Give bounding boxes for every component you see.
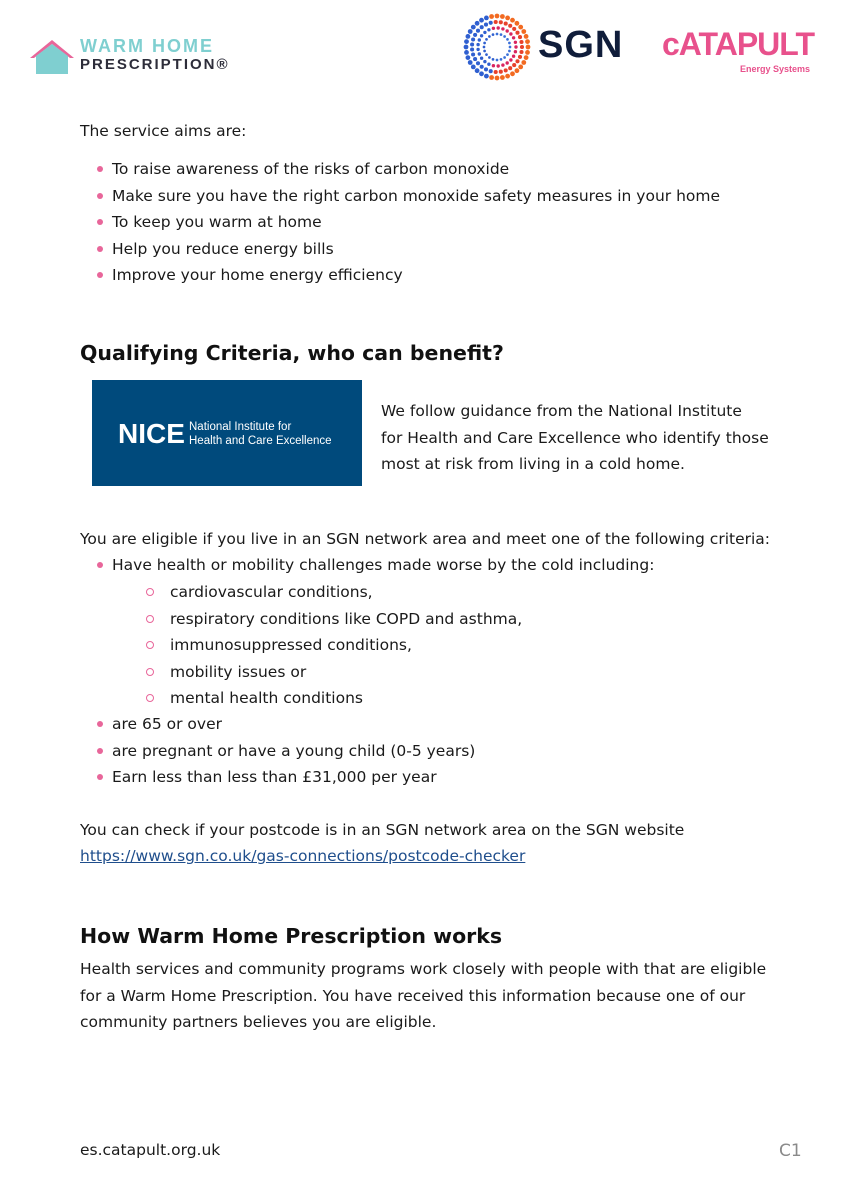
postcode-checker-link[interactable]: https://www.sgn.co.uk/gas-connections/postcode-checker — [80, 847, 526, 865]
eligible-intro: You are eligible if you live in an SGN network area and meet one of the following criteria: — [80, 530, 771, 548]
list-item: Improve your home energy efficiency — [80, 262, 720, 289]
sgn-logo — [462, 12, 632, 82]
bullet-icon — [97, 562, 103, 568]
list-item: respiratory conditions like COPD and asthma, — [80, 606, 522, 633]
list-item: To keep you warm at home — [80, 209, 720, 236]
hollow-bullet-icon — [146, 641, 154, 649]
logo-word-home: HOME — [152, 36, 215, 56]
list-item: Have health or mobility challenges made worse by the cold including: — [80, 552, 654, 579]
aims-intro: The service aims are: — [80, 122, 247, 140]
list-item: immunosuppressed conditions, — [80, 632, 522, 659]
list-item: are 65 or over — [80, 711, 475, 738]
how-body: Health services and community programs work closely with people with that are eligible for a Warm Home Prescription. You have received this information because one of our community partners believes you are eligible. — [80, 960, 767, 1031]
postcode-text: You can check if your postcode is in an SGN network area on the SGN website — [80, 821, 685, 839]
house-icon — [28, 38, 76, 76]
list-item: are pregnant or have a young child (0-5 years) — [80, 738, 475, 765]
logo-line-2: PRESCRIPTION® — [80, 56, 230, 73]
list-item: mobility issues or — [80, 659, 522, 686]
hollow-bullet-icon — [146, 694, 154, 702]
hollow-bullet-icon — [146, 615, 154, 623]
logo-line-1 — [80, 36, 214, 57]
bullet-icon — [97, 166, 103, 172]
list-item: To raise awareness of the risks of carbon monoxide — [80, 156, 720, 183]
how-heading: How Warm Home Prescription works — [80, 924, 503, 948]
bullet-icon — [97, 272, 103, 278]
nice-description: We follow guidance from the National Institute for Health and Care Excellence who identify those most at risk from living in a cold home. — [381, 402, 769, 473]
criteria-list — [80, 552, 654, 579]
nice-logo-word: NICE — [118, 418, 185, 449]
criteria-heading: Qualifying Criteria, who can benefit? — [80, 341, 504, 365]
criteria-sub-list — [80, 579, 522, 712]
bullet-icon — [97, 748, 103, 754]
nice-logo — [92, 380, 362, 486]
postcode-link-wrap — [80, 843, 525, 870]
footer-website: es.catapult.org.uk — [80, 1141, 221, 1159]
bullet-icon — [97, 193, 103, 199]
sgn-logo-text: SGN — [538, 24, 624, 66]
list-item: Help you reduce energy bills — [80, 236, 720, 263]
warm-home-prescription-logo — [28, 36, 243, 78]
bullet-icon — [97, 721, 103, 727]
list-item: cardiovascular conditions, — [80, 579, 522, 606]
nice-logo-name: National Institute for Health and Care Excellence — [189, 421, 332, 447]
catapult-logo-text: cATAPULT — [662, 26, 814, 62]
criteria-list-more — [80, 711, 475, 791]
logo-word-warm: WARM — [80, 36, 145, 56]
bullet-icon — [97, 246, 103, 252]
bullet-icon — [97, 774, 103, 780]
hollow-bullet-icon — [146, 588, 154, 596]
catapult-logo-subtitle: Energy Systems — [740, 64, 811, 74]
aims-list — [80, 156, 720, 289]
list-item: mental health conditions — [80, 685, 522, 712]
hollow-bullet-icon — [146, 668, 154, 676]
list-item: Earn less than less than £31,000 per year — [80, 764, 475, 791]
bullet-icon — [97, 219, 103, 225]
page-number: C1 — [779, 1141, 802, 1161]
catapult-logo — [662, 26, 822, 78]
list-item: Make sure you have the right carbon monoxide safety measures in your home — [80, 183, 720, 210]
sgn-sphere-icon — [462, 12, 532, 82]
